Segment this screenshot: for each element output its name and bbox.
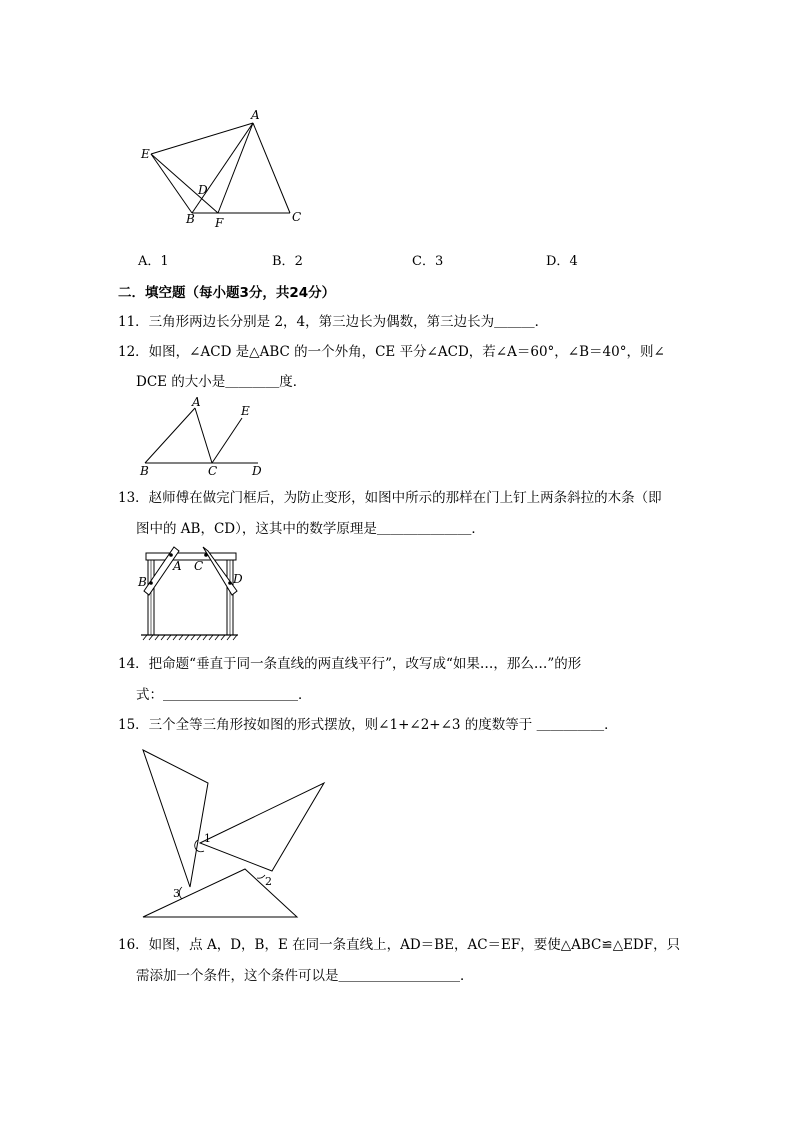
label-c: C <box>208 464 218 478</box>
question-14-line2: 式：＿＿＿＿＿＿＿＿＿＿． <box>136 687 312 703</box>
label-a: A <box>192 395 201 409</box>
label-b: B <box>138 575 147 589</box>
section-title: 二．填空题（每小题3分，共24分） <box>118 285 336 301</box>
label-c: C <box>194 559 204 573</box>
label-e: E <box>141 147 150 161</box>
question-15: 15．三个全等三角形按如图的形式摆放，则∠1+∠2+∠3 的度数等于 ＿＿＿＿＿． <box>118 717 618 733</box>
label-c: C <box>292 210 302 224</box>
label-d: D <box>198 183 208 197</box>
label-e: E <box>241 404 250 418</box>
question-13-line2: 图中的 AB，CD），这其中的数学原理是＿＿＿＿＿＿＿． <box>136 521 485 537</box>
label-b: B <box>140 464 149 478</box>
option-d: D．4 <box>546 254 578 269</box>
label-b: B <box>186 212 195 226</box>
question-13-line1: 13．赵师傅在做完门框后，为防止变形，如图中所示的那样在门上钉上两条斜拉的木条（即 <box>118 490 662 506</box>
option-a: A．1 <box>138 254 169 269</box>
option-c: C．3 <box>412 254 444 269</box>
label-f: F <box>215 216 224 230</box>
figure-door-frame <box>133 545 253 645</box>
label-d: D <box>233 572 243 586</box>
angle-3-label: 3 <box>173 887 180 900</box>
question-12-line2: DCE 的大小是＿＿＿＿度． <box>136 374 307 390</box>
label-a: A <box>251 108 260 122</box>
question-16-line1: 16．如图，点 A，D，B，E 在同一条直线上，AD＝BE，AC＝EF，要使△ABC≌△EDF，只 <box>118 937 681 953</box>
label-d: D <box>252 464 262 478</box>
question-11: 11．三角形两边长分别是 2，4，第三边长为偶数，第三边长为＿＿＿． <box>118 314 549 330</box>
figure-exterior-angle <box>135 396 275 481</box>
figure-triangle-aebc <box>130 105 320 235</box>
question-14-line1: 14．把命题“垂直于同一条直线的两直线平行”，改写成“如果…，那么…”的形 <box>118 656 582 672</box>
label-a: A <box>173 559 182 573</box>
angle-1-label: 1 <box>204 832 211 845</box>
question-16-line2: 需添加一个条件，这个条件可以是＿＿＿＿＿＿＿＿＿． <box>136 968 474 984</box>
question-12-line1: 12．如图，∠ACD 是△ABC 的一个外角，CE 平分∠ACD，若∠A＝60°，∠B＝40°，则∠ <box>118 344 665 360</box>
angle-2-label: 2 <box>265 875 272 888</box>
figure-three-triangles <box>140 747 330 922</box>
option-b: B．2 <box>272 254 303 269</box>
